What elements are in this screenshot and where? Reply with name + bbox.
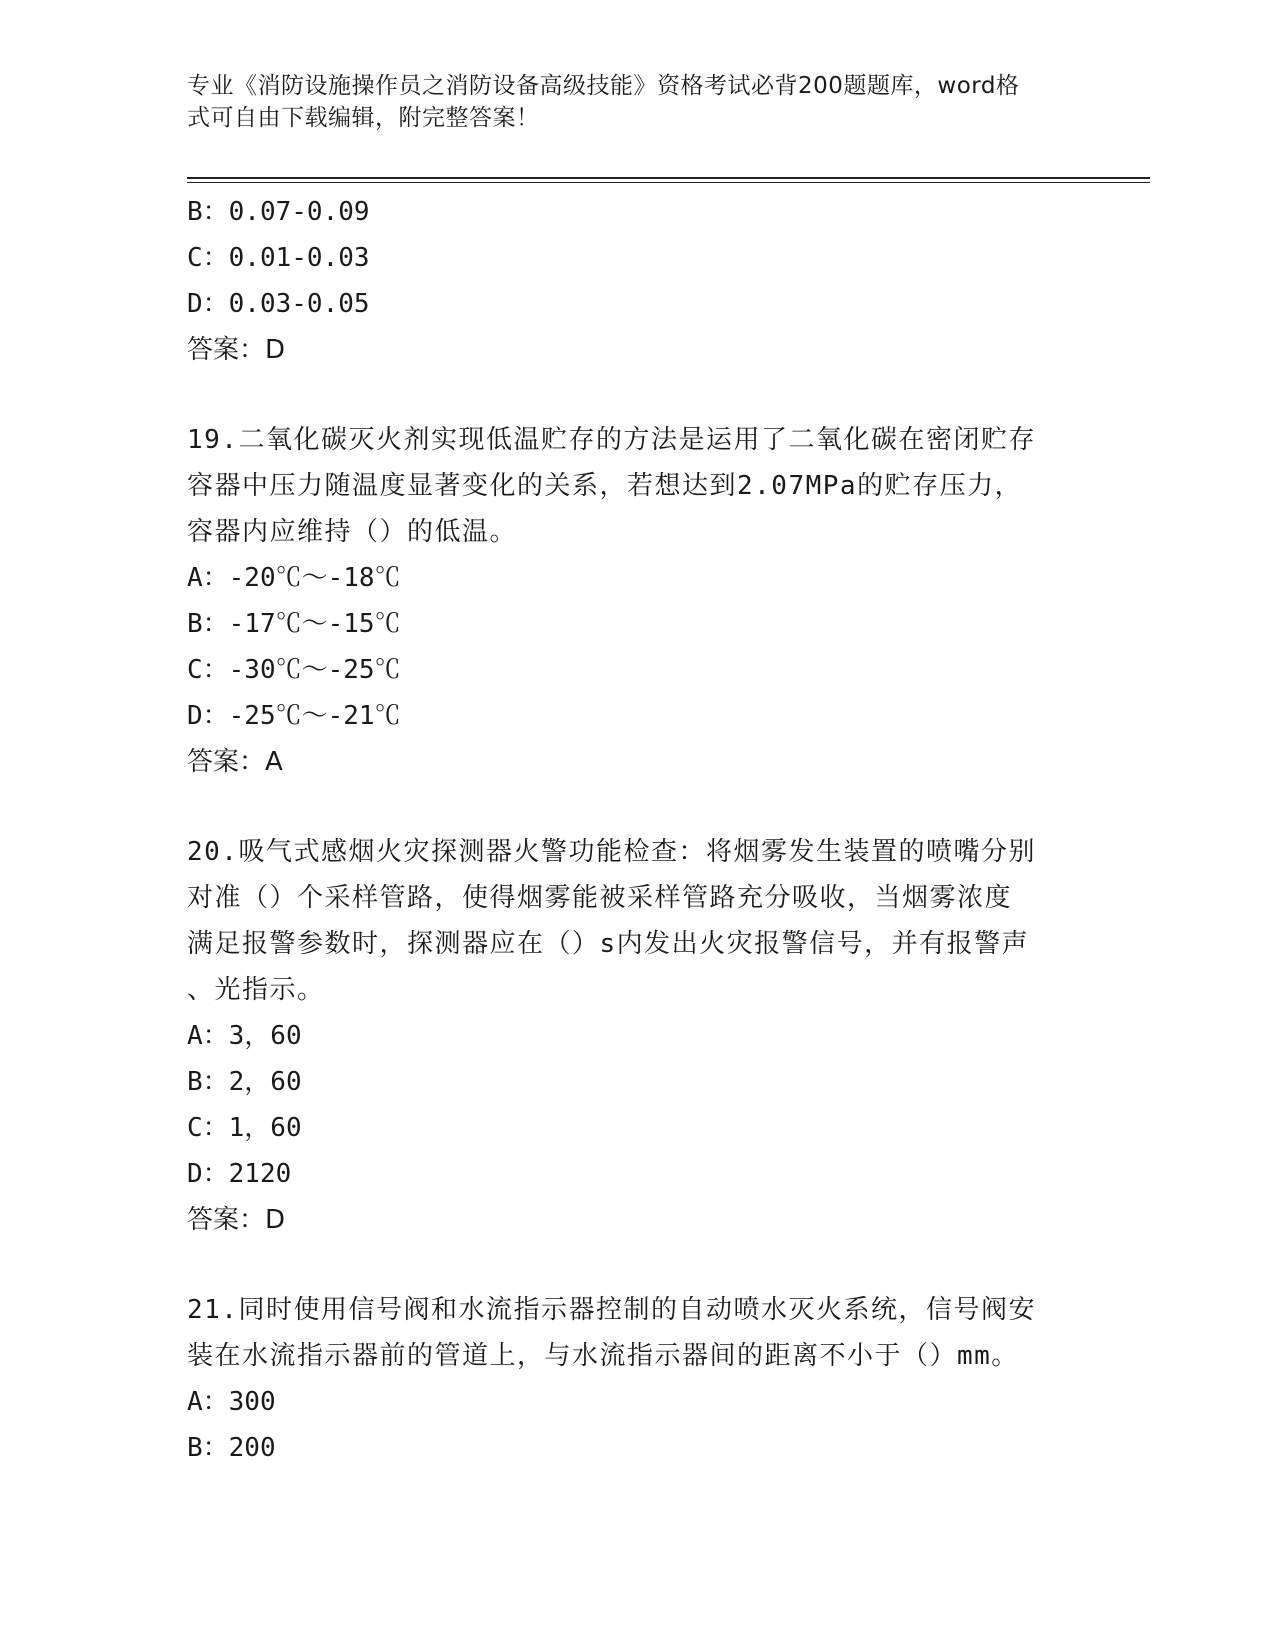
option-b: B：0.07-0.09 (187, 197, 370, 227)
question-stem-line: 容器内应维持（）的低温。 (187, 517, 518, 547)
question-stem-line: 、光指示。 (187, 975, 325, 1005)
question-stem-line: 21.同时使用信号阀和水流指示器控制的自动喷水灭火系统，信号阀安 (187, 1295, 1036, 1325)
question-21 (187, 1287, 1087, 1471)
option-b: B：2，60 (187, 1067, 302, 1097)
option-d: D：-25℃～-21℃ (187, 701, 401, 731)
option-c: C：-30℃～-25℃ (187, 655, 401, 685)
question-stem-line: 20.吸气式感烟火灾探测器火警功能检查：将烟雾发生装置的喷嘴分别 (187, 837, 1036, 867)
question-20 (187, 829, 1087, 1243)
option-a: A：300 (187, 1387, 276, 1417)
option-c: C：1，60 (187, 1113, 302, 1143)
option-d: D：0.03-0.05 (187, 289, 370, 319)
header-divider-thin (187, 182, 1150, 183)
answer-line: 答案：D (187, 335, 286, 365)
document-header (187, 70, 1067, 134)
option-b: B：-17℃～-15℃ (187, 609, 401, 639)
question-stem-line: 19.二氧化碳灭火剂实现低温贮存的方法是运用了二氧化碳在密闭贮存 (187, 425, 1036, 455)
answer-line: 答案：D (187, 1205, 286, 1235)
header-line-2: 式可自由下载编辑，附完整答案！ (187, 105, 540, 131)
option-b: B：200 (187, 1433, 276, 1463)
question-stem-line: 容器中压力随温度显著变化的关系，若想达到2.07MPa的贮存压力， (187, 471, 1023, 501)
question-stem-line: 装在水流指示器前的管道上，与水流指示器间的距离不小于（）mm。 (187, 1341, 1019, 1371)
option-d: D：2120 (187, 1159, 292, 1189)
header-divider-thick (187, 177, 1150, 179)
question-18-continued (187, 189, 1087, 373)
question-19 (187, 417, 1087, 785)
option-a: A：-20℃～-18℃ (187, 563, 401, 593)
answer-line: 答案：A (187, 747, 283, 777)
option-c: C：0.01-0.03 (187, 243, 370, 273)
question-list (187, 189, 1087, 1471)
option-a: A：3，60 (187, 1021, 302, 1051)
question-stem-line: 对准（）个采样管路，使得烟雾能被采样管路充分吸收，当烟雾浓度 (187, 883, 1013, 913)
header-line-1: 专业《消防设施操作员之消防设备高级技能》资格考试必背200题题库，word格 (187, 73, 1020, 99)
question-stem-line: 满足报警参数时，探测器应在（）s内发出火灾报警信号，并有报警声 (187, 929, 1030, 959)
